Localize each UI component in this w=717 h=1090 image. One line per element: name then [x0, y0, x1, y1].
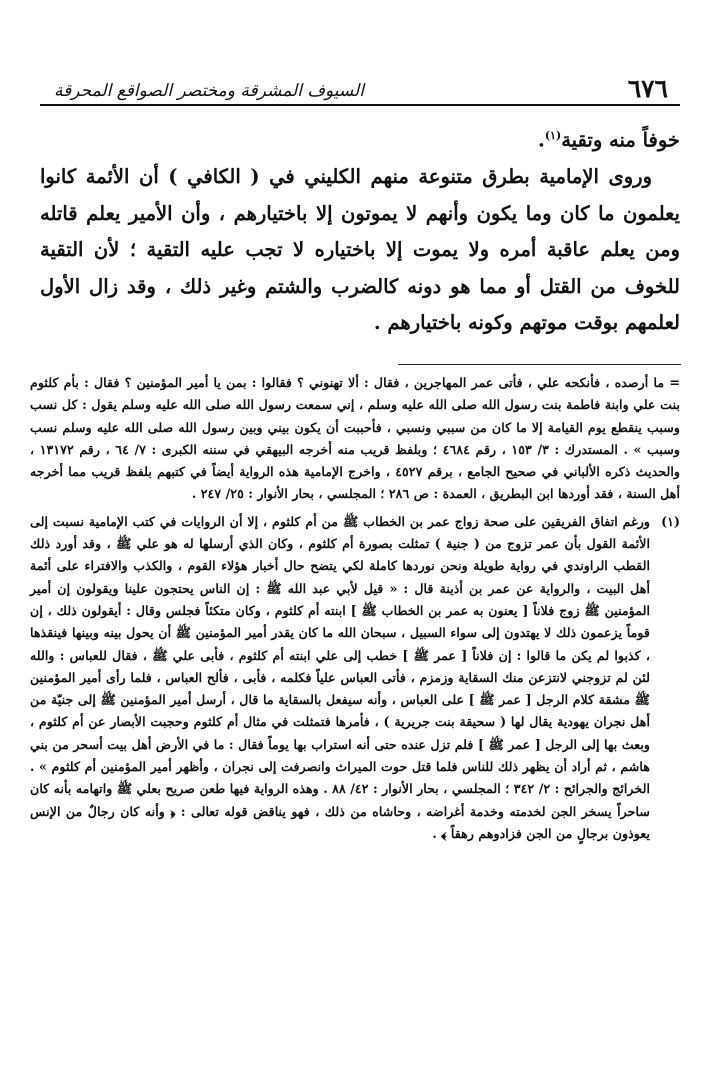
page-number: ٦٧٦ — [627, 74, 668, 103]
header-divider — [40, 104, 680, 106]
footnote-1-text: ورغم اتفاق الفريقين على صحة زواج عمر بن الخطاب ﷺ من أم كلثوم ، إلا أن الروايات في كتب الإمامية نسبت إلى الأئمة القول بأن عمر تزوج من ( جنية ) تمثلت بصورة أم كلثوم ، وكان الذي أرسلها له هو علي ﷺ ، وقد أورد ذلك القطب الراوندي في رواية طويلة ونحن نوردها كاملة لكي يتضح حال أخبار هؤلاء القوم ، والكذب والافتراء على أئمة أهل البيت ، والرواية عن عمر بن أذينة قال : « قيل لأبي عبد الله ﷺ : إن الناس يحتجون علينا ويقولون إن أمير المؤمنين ﷺ زوج فلاناً [ يعنون به عمر بن الخطاب ﷺ ] ابنته أم كلثوم ، وكان متكئاً فجلس وقال : أيقولون ذلك ، إن قوماً يزعمون ذلك لا يهتدون إلى سواء السبيل ، سبحان الله ما كان يقدر أمير المؤمنين ﷺ أن يحول بينه وبينها فينقذها ، كذبوا لم يكن ما قالوا : إن فلاناً [ عمر ﷺ ] خطب إلى علي ابنته أم كلثوم ، فأبى علي ﷺ ، فقال للعباس : والله لئن لم تزوجني لانتزعن منك السقاية وزمزم ، فأتى العباس علياً فكلمه ، فأبى ، فألح العباس ، فلما رأى أمير المؤمنين ﷺ مشقة كلام الرجل [ عمر ﷺ ] على العباس ، وأنه سيفعل بالسقاية ما قال ، أرسل أمير المؤمنين ﷺ إلى جنيّة من أهل نجران يهودية يقال لها ( سحيقة بنت جريرية ) ، فأمرها فتمثلت في مثال أم كلثوم وحجبت الأبصار عن أم كلثوم ، وبعث بها إلى الرجل [ عمر ﷺ ] فلم تزل عنده حتى أنه استراب بها يوماً فقال : ما في الأرض أهل بيت أسحر من بني هاشم ، ثم أراد أن يظهر ذلك للناس فلما قتل حوت الميراث وانصرفت إلى نجران ، وأظهر أمير المؤمنين أم كلثوم » . الخرائج والجرائح : ٢/ ٣٤٢ ؛ المجلسي ، بحار الأنوار : ٤٢/ ٨٨ . وهذه الرواية فيها طعن صريح بعلي ﷺ واتهامه بأنه كان ساحراً يسخر الجن لخدمته وخدمة أغراضه ، وحاشاه من ذلك ، فهو يناقض قوله تعالى : ﴿ وأنه كان رجالٌ من الإنس يعوذون برجالٍ من الجن فزادوهم رهقاً ﴾ . — [30, 513, 650, 841]
main-body — [40, 118, 680, 342]
footnote-continuation: = ما أرصده ، فأنكحه علي ، فأتى عمر المهاجرين ، فقال : ألا تهنوني ؟ فقالوا : بمن يا أمير المؤمنين ؟ فقال : بأم كلثوم بنت علي وابنة فاطمة بنت رسول الله صلى الله عليه وسلم ، إني سمعت رسول الله صلى الله عليه وسلم يقول : كل نسب وسبب ينقطع يوم القيامة إلا ما كان من سببي ونسبي ، فأحببت أن يكون بيني وبين رسول الله صلى الله عليه وسلم نسب وسبب » . المستدرك : ٣/ ١٥٣ ، رقم ٤٦٨٤ ؛ وبلفظ قريب منه أخرجه البيهقي في سننه الكبرى : ٧/ ٦٤ ، رقم ١٣١٧٢ ، والحديث ذكره الألباني في صحيح الجامع ، برقم ٤٥٢٧ ، واخرج الإمامية هذه الرواية أيضاً في كتبهم بلفظ قريب مما أخرجه أهل السنة ، فقد أوردها ابن البطريق ، العمدة : ص ٢٨٦ ؛ المجلسي ، بحار الأنوار : ٢٥/ ٢٤٧ . — [30, 375, 681, 502]
footnote-divider — [398, 364, 681, 365]
footnotes — [30, 372, 680, 845]
footnote-marker: (١) — [544, 129, 562, 142]
running-title: السيوف المشرقة ومختصر الصواقع المحرقة — [54, 81, 364, 101]
footnote-1-number: (١) — [661, 513, 680, 529]
body-paragraph: وروى الإمامية بطرق متنوعة منهم الكليني في ( الكافي ) أن الأئمة كانوا يعلمون ما كان وما يكون وأنهم لا يموتون إلا باختيارهم ، وأن الأمير يعلم قاتله ومن يعلم عاقبة أمره ولا يموت إلا باختياره لا تجب عليه التقية ؛ لأن التقية للخوف من القتل أو مما هو دونه كالضرب والشتم وغير ذلك ، وقد زال الأول لعلمهم بوقت موتهم وكونه باختيارهم . — [40, 165, 680, 334]
page-header — [48, 68, 668, 104]
opening-line-end: . — [538, 128, 545, 152]
opening-line — [40, 118, 680, 159]
footnote-1 — [30, 511, 680, 845]
opening-line-text: خوفاً منه وتقية — [561, 128, 680, 152]
